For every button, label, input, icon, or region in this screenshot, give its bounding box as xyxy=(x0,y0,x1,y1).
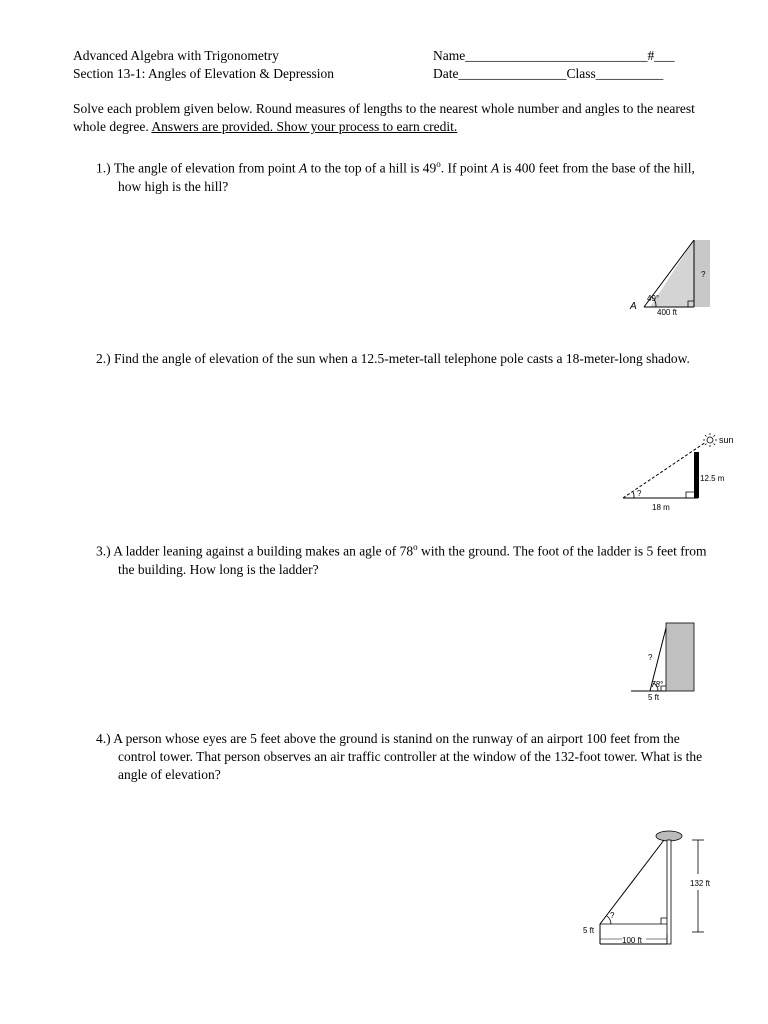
degree-sup: o xyxy=(413,542,418,552)
tower-height-label: 132 ft xyxy=(690,879,711,888)
point-label: A xyxy=(630,301,637,312)
angle-label: ? xyxy=(610,911,615,920)
problem-3 xyxy=(96,538,718,579)
figure-ladder xyxy=(628,620,698,705)
problem-number: 2.) xyxy=(96,351,111,366)
angle-label: 78° xyxy=(651,680,664,689)
problem-text: is 400 feet from the base of the hill, how high is the hill? xyxy=(118,160,695,194)
date-class-field[interactable]: Date________________Class__________ xyxy=(433,66,664,81)
problem-text: with the ground. The foot of the ladder is 5 feet from the building. How long is the ladder? xyxy=(118,543,707,577)
base-label: 400 ft xyxy=(657,308,678,317)
figure-hill xyxy=(620,235,720,320)
variable: A xyxy=(490,160,500,176)
figure-control-tower xyxy=(580,826,720,948)
height-label: ? xyxy=(701,270,706,279)
instructions-text: Solve each problem given below. Round measures of lengths to the nearest whole number and angles to the nearest whole degree. xyxy=(73,101,695,134)
section-title: Section 13-1: Angles of Elevation & Depression xyxy=(73,66,334,81)
problem-text: The angle of elevation from point xyxy=(110,160,299,176)
problem-number: 4.) xyxy=(96,731,111,746)
problem-text: A person whose eyes are 5 feet above the ground is stanind on the runway of an airport 100 feet from the control tower. That person observes an air traffic controller at the window of the 132-foot tower. What is the angle of elevation? xyxy=(110,731,703,782)
name-field[interactable]: Name___________________________#___ xyxy=(433,48,675,63)
ladder-label: ? xyxy=(648,653,653,662)
angle-label: 49° xyxy=(647,294,660,303)
figure-sun-pole xyxy=(618,430,748,515)
instructions xyxy=(73,100,703,136)
problem-text: . If point xyxy=(440,160,491,176)
problem-1 xyxy=(96,155,718,196)
base-label: 18 m xyxy=(652,503,670,512)
problem-number: 3.) xyxy=(96,543,111,559)
problem-text: to the top of a hill is 49 xyxy=(307,160,437,176)
problem-number: 1.) xyxy=(96,160,111,176)
base-label: 5 ft xyxy=(648,693,660,702)
variable: A xyxy=(298,160,308,176)
sun-label: sun xyxy=(719,435,734,445)
distance-label: 100 ft xyxy=(622,936,643,945)
eye-height-label: 5 ft xyxy=(583,926,595,935)
problem-text: Find the angle of elevation of the sun when a 12.5-meter-tall telephone pole casts a 18-meter-long shadow. xyxy=(110,351,690,366)
instructions-underlined: Answers are provided. Show your process to earn credit. xyxy=(151,119,458,134)
height-label: 12.5 m xyxy=(700,474,725,483)
degree-sup: o xyxy=(436,159,441,169)
problem-2 xyxy=(96,350,718,368)
problem-text: A ladder leaning against a building makes an agle of 78 xyxy=(110,543,414,559)
course-title: Advanced Algebra with Trigonometry xyxy=(73,48,279,63)
angle-label: ? xyxy=(637,489,642,498)
sun-icon xyxy=(703,433,717,447)
problem-4 xyxy=(96,730,718,784)
